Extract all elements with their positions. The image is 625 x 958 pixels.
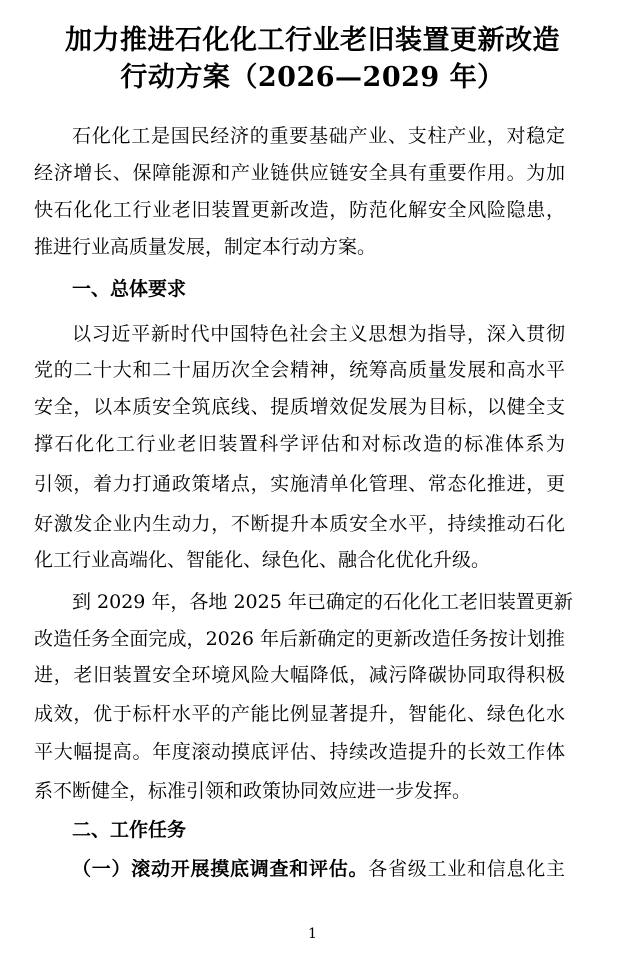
subsection-1-line-1 [72, 857, 565, 881]
para2-line-4: 成效，优于标杆水平的产能比例显著提升，智能化、绿色化水 [34, 703, 565, 725]
para1-line-5: 引领，着力打通政策堵点，实施清单化管理、常态化推进，更 [34, 473, 565, 495]
para2-line-2: 改造任务全面完成，2026 年后新确定的更新改造任务按计划推 [34, 628, 565, 650]
para1-line-1: 以习近平新时代中国特色社会主义思想为指导，深入贯彻 [72, 323, 565, 345]
para1-line-4: 撑石化化工行业老旧装置科学评估和对标改造的标准体系为 [34, 433, 565, 455]
para2-line-6: 系不断健全，标准引领和政策协同效应进一步发挥。 [34, 780, 472, 802]
para1-line-3: 安全，以本质安全筑底线、提质增效促发展为目标，以健全支 [34, 396, 565, 418]
para1-line-2: 党的二十大和二十届历次全会精神，统筹高质量发展和高水平 [34, 359, 565, 381]
intro-line-2: 经济增长、保障能源和产业链供应链安全具有重要作用。为加 [34, 162, 565, 184]
para1-line-7: 化工行业高端化、智能化、绿色化、融合化优化升级。 [34, 549, 491, 571]
para1-line-6: 好激发企业内生动力，不断提升本质安全水平，持续推动石化 [34, 513, 565, 535]
subsection-1-text: 各省级工业和信息化主 [368, 858, 565, 880]
page-number: 1 [308, 926, 317, 942]
section-heading-general-requirements: 一、总体要求 [72, 278, 187, 300]
intro-line-3: 快石化化工行业老旧装置更新改造，防范化解安全风险隐患， [34, 199, 565, 221]
intro-line-1: 石化化工是国民经济的重要基础产业、支柱产业，对稳定 [72, 125, 565, 147]
document-title-line-1: 加力推进石化化工行业老旧装置更新改造 [65, 25, 560, 56]
intro-line-4: 推进行业高质量发展，制定本行动方案。 [34, 236, 377, 258]
document-title-line-2: 行动方案（2026—2029 年） [120, 62, 505, 93]
section-heading-work-tasks: 二、工作任务 [72, 819, 187, 841]
para2-line-5: 平大幅提高。年度滚动摸底评估、持续改造提升的长效工作体 [34, 741, 565, 763]
para2-line-1: 到 2029 年，各地 2025 年已确定的石化化工老旧装置更新 [72, 591, 573, 613]
para2-line-3: 进，老旧装置安全环境风险大幅降低，减污降碳协同取得积极 [34, 664, 565, 686]
subsection-1-title: （一）滚动开展摸底调查和评估。 [72, 858, 369, 880]
